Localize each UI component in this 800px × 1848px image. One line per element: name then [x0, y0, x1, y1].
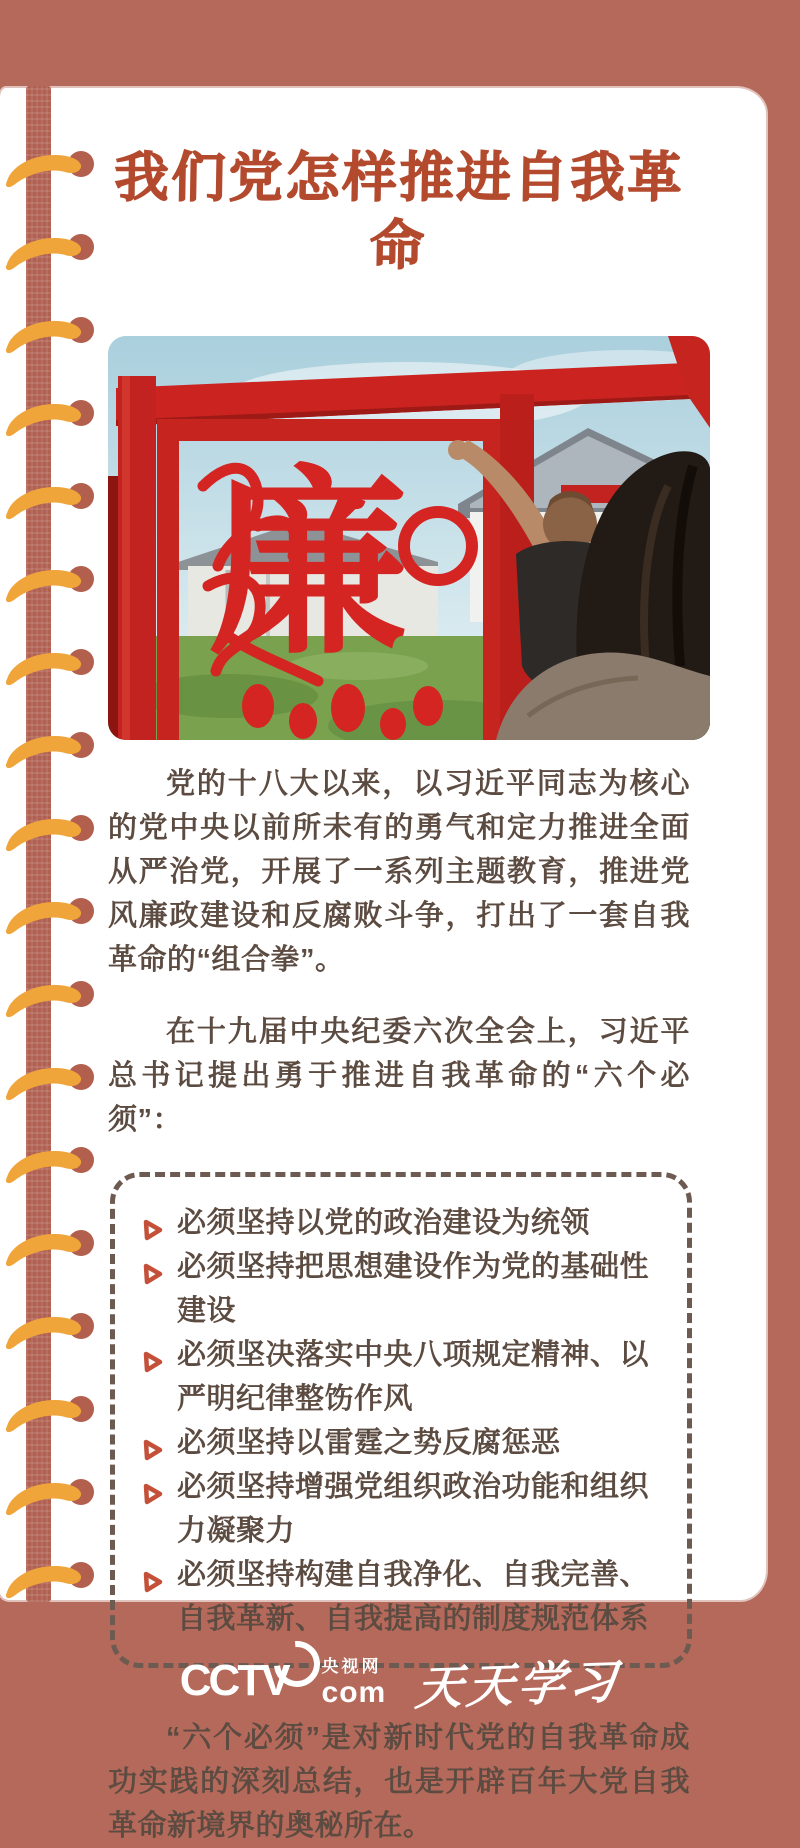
paper-cut-lian-character: 廉 — [207, 454, 409, 677]
cctv-wordmark: CCTV — [179, 1656, 288, 1705]
list-item — [139, 1201, 667, 1245]
triangle-bullet-icon — [141, 1255, 165, 1279]
tiantian-xuexi-logo: 天天学习 — [413, 1655, 623, 1716]
list-item — [139, 1333, 667, 1421]
list-item — [139, 1245, 667, 1333]
card-content — [0, 88, 766, 1848]
page-title: 我们党怎样推进自我革命 — [114, 148, 686, 276]
photo-paper-cut — [108, 336, 710, 740]
list-item — [139, 1421, 667, 1465]
triangle-bullet-icon — [141, 1475, 165, 1499]
list-item-text: 必须坚持以雷霆之势反腐惩恶 — [177, 1427, 561, 1459]
list-item-text: 必须坚持构建自我净化、自我完善、自我革新、自我提高的制度规范体系 — [177, 1559, 650, 1635]
cctv-yangshiwang-label: 央视网 — [321, 1657, 382, 1676]
triangle-bullet-icon — [141, 1211, 165, 1235]
triangle-bullet-icon — [141, 1431, 165, 1455]
list-item-text: 必须坚持把思想建设作为党的基础性建设 — [177, 1251, 650, 1327]
cctv-com-label: com — [321, 1676, 387, 1709]
paragraph-1: 党的十八大以来，以习近平同志为核心的党中央以前所未有的勇气和定力推进全面从严治党，开展了一系列主题教育，推进党风廉政建设和反腐败斗争，打出了一套自我革命的“组合拳”。 — [108, 768, 690, 976]
six-musts-box — [110, 1172, 692, 1668]
triangle-bullet-icon — [141, 1563, 165, 1587]
paragraph-2: 在十九届中央纪委六次全会上，习近平总书记提出勇于推进自我革命的“六个必须”： — [108, 1016, 690, 1136]
list-item-text: 必须坚持以党的政治建设为统领 — [177, 1207, 591, 1239]
list-item-text: 必须坚决落实中央八项规定精神、以严明纪律整饬作风 — [177, 1339, 650, 1415]
list-item — [139, 1553, 667, 1641]
footer-logo — [0, 1636, 800, 1726]
triangle-bullet-icon — [141, 1343, 165, 1367]
closing-paragraph: “六个必须”是对新时代党的自我革命成功实践的深刻总结，也是开辟百年大党自我革命新境界的奥秘所在。 — [108, 1722, 690, 1842]
six-musts-list — [139, 1201, 667, 1641]
cctv-logo — [180, 1654, 386, 1708]
photo-illustration — [108, 336, 710, 740]
list-item — [139, 1465, 667, 1553]
list-item-text: 必须坚持增强党组织政治功能和组织力凝聚力 — [177, 1471, 650, 1547]
